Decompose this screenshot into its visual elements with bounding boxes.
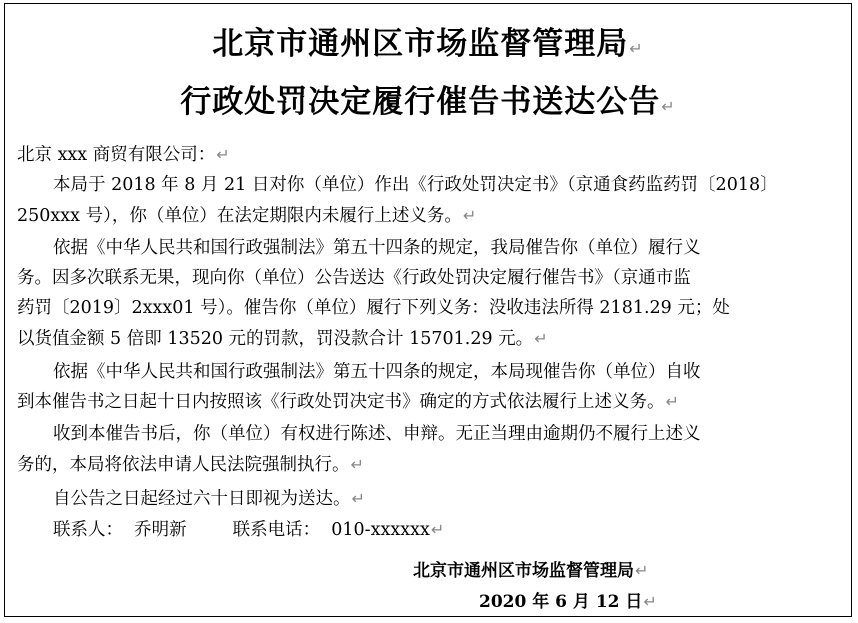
body-line-6: [17, 327, 548, 351]
body-line-9: [53, 422, 701, 446]
return-mark-icon: ↵: [665, 392, 679, 411]
signature-date: [479, 590, 657, 614]
body-line-7: [53, 360, 701, 384]
body-line-text: 以货值金额 5 倍即 13520 元的罚款，罚没款合计 15701.29 元。: [17, 329, 534, 349]
body-line-11: [53, 487, 365, 511]
signature-date-text: 2020 年 6 月 12 日: [479, 592, 643, 612]
signature-org-text: 北京市通州区市场监督管理局: [413, 561, 634, 581]
body-line-text: 药罚〔2019〕2xxx01 号）。催告你（单位）履行下列义务：没收违法所得 2181.29 元；处: [17, 298, 730, 318]
contact-person-label: 联系人：: [53, 520, 123, 540]
contact-phone-label: 联系电话：: [232, 520, 321, 540]
title-line-1-text: 北京市通州区市场监督管理局: [212, 26, 629, 62]
return-mark-icon: ↵: [216, 145, 230, 164]
return-mark-icon: ↵: [350, 455, 364, 474]
document-title-line-2: [5, 82, 851, 127]
contact-person: 乔明新: [134, 520, 187, 540]
body-line-2: [17, 204, 476, 228]
body-line-text: 收到本催告书后，你（单位）有权进行陈述、申辩。无正当理由逾期仍不履行上述义: [53, 424, 701, 444]
body-line-text: 务的，本局将依法申请人民法院强制执行。: [17, 455, 350, 475]
body-line-text: 依据《中华人民共和国行政强制法》第五十四条的规定，本局现催告你（单位）自收: [53, 362, 701, 382]
body-line-text: 250xxx 号），你（单位）在法定期限内未履行上述义务。: [17, 206, 462, 226]
body-line-10: [17, 453, 364, 477]
addressee-line: [17, 143, 230, 167]
return-mark-icon: ↵: [629, 39, 644, 58]
body-line-8: [17, 390, 679, 414]
notice-document: [4, 3, 852, 617]
return-mark-icon: ↵: [643, 592, 657, 611]
body-line-5: [17, 296, 730, 320]
document-title-line-1: [5, 24, 851, 69]
return-mark-icon: ↵: [534, 329, 548, 348]
return-mark-icon: ↵: [462, 206, 477, 225]
contact-line: [53, 518, 444, 542]
body-line-text: 务。因多次联系无果，现向你（单位）公告送达《行政处罚决定履行催告书》（京通市监: [17, 268, 691, 288]
return-mark-icon: ↵: [430, 520, 445, 539]
body-line-text: 自公告之日起经过六十日即视为送达。: [53, 489, 351, 509]
return-mark-icon: ↵: [635, 561, 649, 580]
body-line-text: 依据《中华人民共和国行政强制法》第五十四条的规定，我局催告你（单位）履行义: [53, 238, 701, 258]
contact-phone: 010-xxxxxx: [331, 520, 430, 540]
addressee-text: 北京 xxx 商贸有限公司：: [17, 145, 216, 165]
return-mark-icon: ↵: [351, 489, 365, 508]
body-line-1: [53, 173, 778, 197]
body-line-text: 本局于 2018 年 8 月 21 日对你（单位）作出《行政处罚决定书》（京通食药监药罚〔2018〕: [53, 175, 778, 195]
return-mark-icon: ↵: [661, 97, 676, 116]
body-line-text: 到本催告书之日起十日内按照该《行政处罚决定书》确定的方式依法履行上述义务。: [17, 392, 665, 412]
body-line-3: [53, 236, 701, 260]
body-line-4: [17, 266, 691, 290]
title-line-2-text: 行政处罚决定履行催告书送达公告: [180, 84, 661, 120]
signature-org: [413, 559, 648, 583]
